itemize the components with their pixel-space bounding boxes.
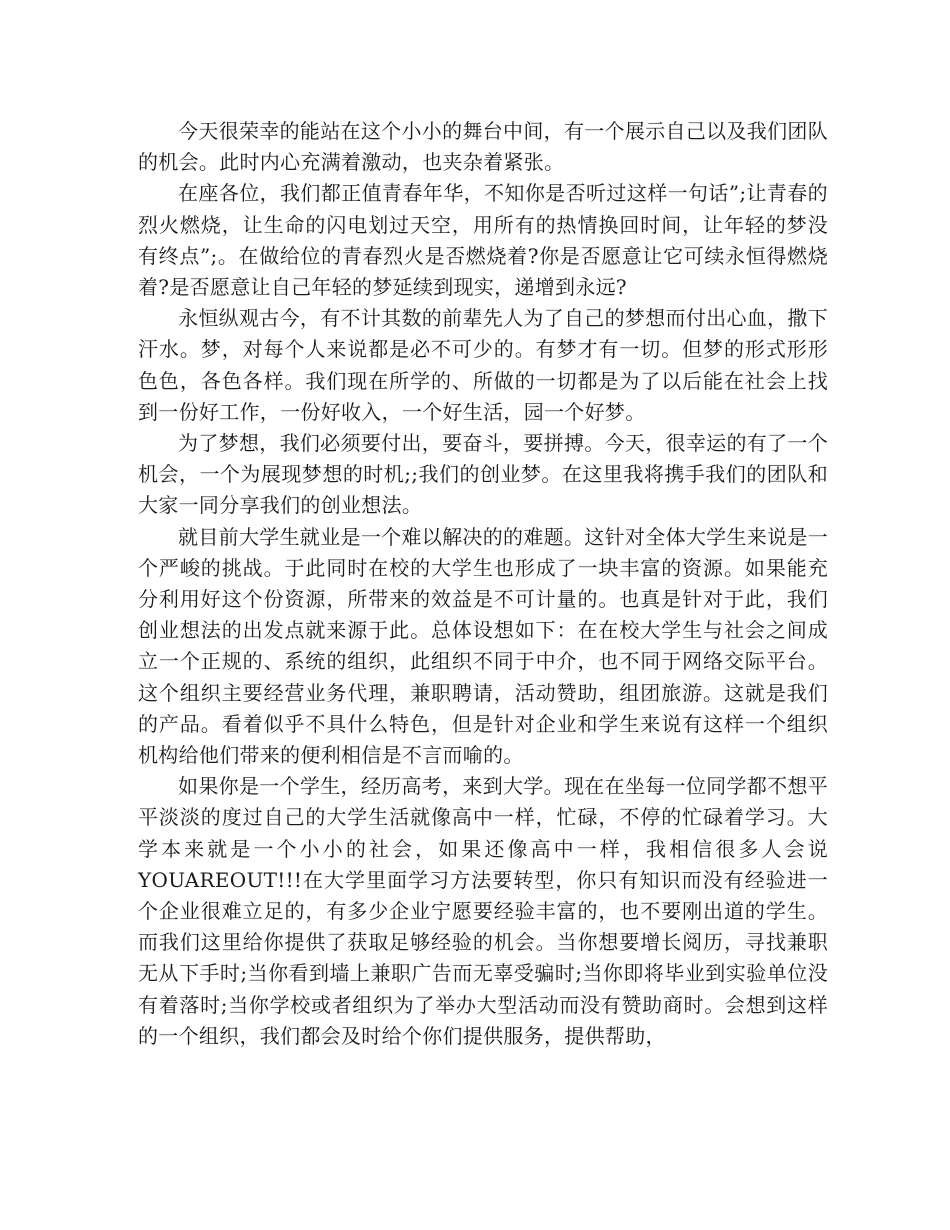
paragraph-1: 今天很荣幸的能站在这个小小的舞台中间，有一个展示自己以及我们团队的机会。此时内心充满着激动，也夹杂着紧张。 xyxy=(138,119,828,175)
paragraph-4: 为了梦想，我们必须要付出，要奋斗，要拼搏。今天，很幸运的有了一个机会，一个为展现梦想的时机;;我们的创业梦。在这里我将携手我们的团队和大家一同分享我们的创业想法。 xyxy=(138,431,828,518)
paragraph-5: 就目前大学生就业是一个难以解决的的难题。这针对全体大学生来说是一个严峻的挑战。于此同时在校的大学生也形成了一块丰富的资源。如果能充分利用好这个份资源，所带来的效益是不可计量的。也真是针对于此，我们创业想法的出发点就来源于此。总体设想如下：在在校大学生与社会之间成立一个正规的、系统的组织，此组织不同于中介，也不同于网络交际平台。这个组织主要经营业务代理，兼职聘请，活动赞助，组团旅游。这就是我们的产品。看着似乎不具什么特色，但是针对企业和学生来说有这样一个组织机构给他们带来的便利相信是不言而喻的。 xyxy=(138,524,828,768)
paragraph-2: 在座各位，我们都正值青春年华，不知你是否听过这样一句话”;让青春的烈火燃烧，让生命的闪电划过天空，用所有的热情换回时间，让年轻的梦没有终点”;。在做给位的青春烈火是否燃烧着?你是否愿意让它可续永恒得燃烧着?是否愿意让自己年轻的梦延续到现实，递增到永远? xyxy=(138,181,828,300)
paragraph-6: 如果你是一个学生，经历高考，来到大学。现在在坐每一位同学都不想平平淡淡的度过自己的大学生活就像高中一样，忙碌，不停的忙碌着学习。大学本来就是一个小小的社会，如果还像高中一样，我相信很多人会说YOUAREOUT!!!在大学里面学习方法要转型，你只有知识而没有经验进一个企业很难立足的，有多少企业宁愿要经验丰富的，也不要刚出道的学生。而我们这里给你提供了获取足够经验的机会。当你想要增长阅历，寻找兼职无从下手时;当你看到墙上兼职广告而无辜受骗时;当你即将毕业到实验单位没有着落时;当你学校或者组织为了举办大型活动而没有赞助商时。会想到这样的一个组织，我们都会及时给个你们提供服务，提供帮助， xyxy=(138,774,828,1048)
document-body xyxy=(138,116,828,1052)
paragraph-3: 永恒纵观古今，有不计其数的前辈先人为了自己的梦想而付出心血，撒下汗水。梦，对每个人来说都是必不可少的。有梦才有一切。但梦的形式形形色色，各色各样。我们现在所学的、所做的一切都是为了以后能在社会上找到一份好工作，一份好收入，一个好生活，园一个好梦。 xyxy=(138,306,828,424)
